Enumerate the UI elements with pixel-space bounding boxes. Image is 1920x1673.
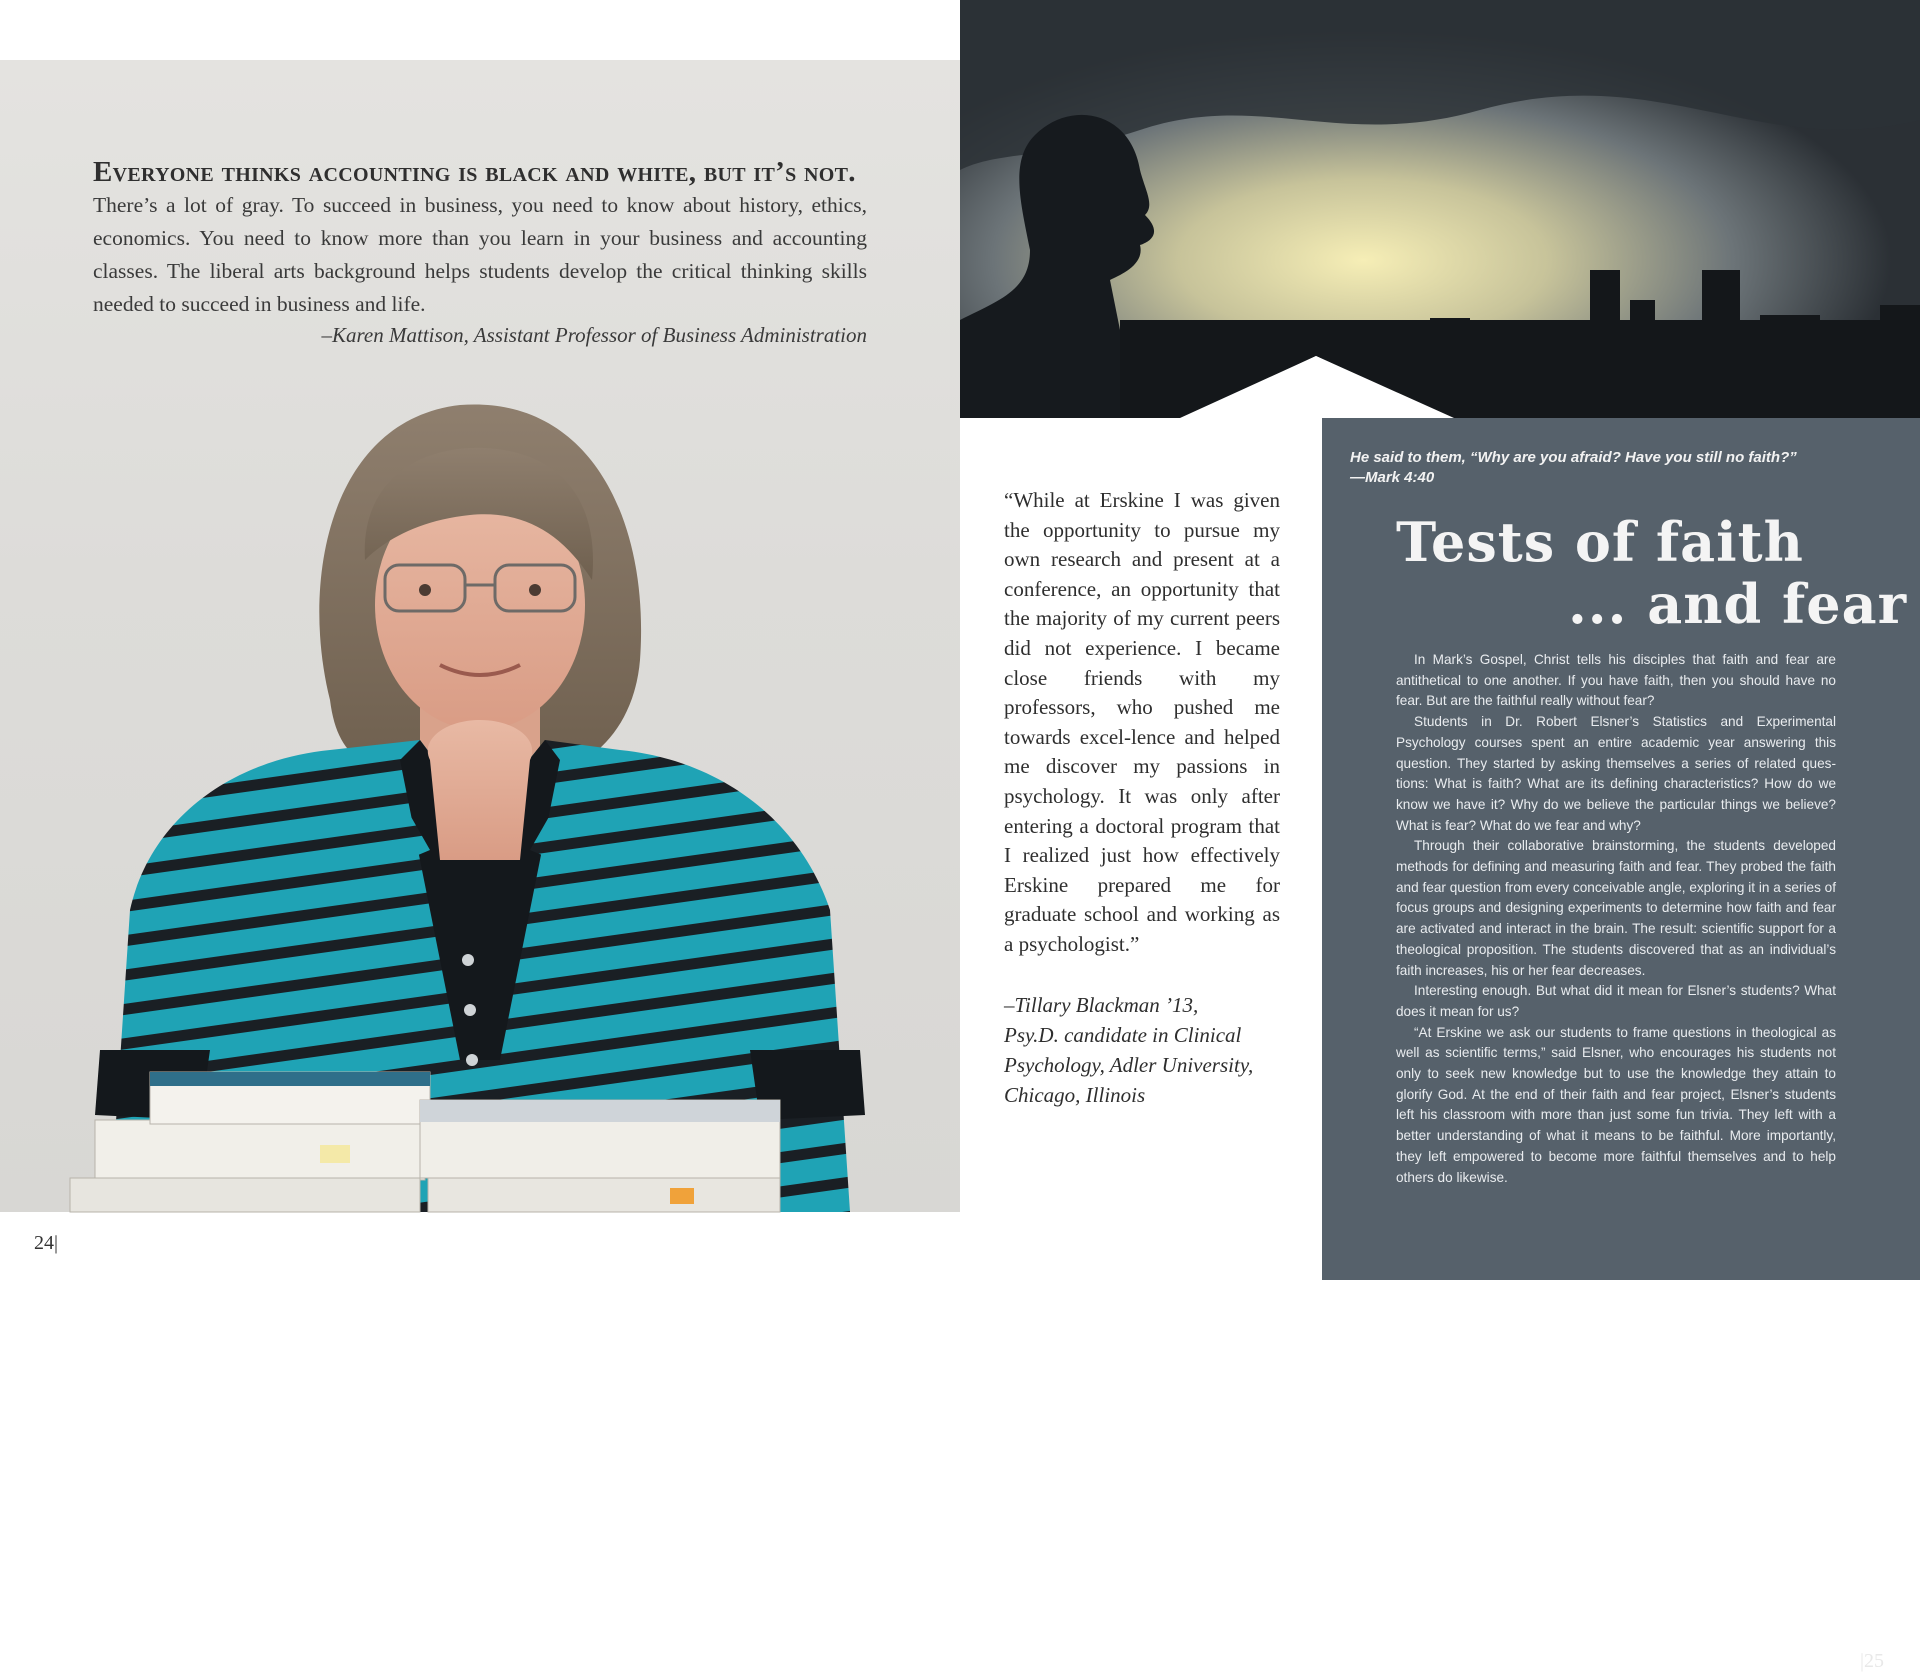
article-title-line-1: Tests of faith: [1396, 510, 1804, 574]
article-paragraph: Through their collaborative brainstorming, the students developed methods for defining and measuring faith and fear. They probed the faith and fear question from every conceivable angle, exploring it in a series of focus groups and designing experiments to determine how faith and fear are activated and interact in the brain. The result: scientific support for a theological proposition. The students discovered that as an individual’s faith increases, his or her fear decreases.: [1396, 838, 1836, 978]
article-title-line-2: ... and fear: [1568, 572, 1908, 636]
article-paragraph: Interesting enough. But what did it mean for Elsner’s students? What does it mean for us?: [1396, 983, 1836, 1019]
article-panel: [1322, 418, 1920, 1672]
alumni-attribution-line: –Tillary Blackman ’13,: [1004, 992, 1199, 1017]
alumni-quote: [1004, 486, 1280, 1110]
quote-attribution: –Karen Mattison, Assistant Professor of Business Administration: [321, 323, 867, 347]
alumni-attribution: [1004, 990, 1280, 1110]
article-paragraph: Students in Dr. Robert Elsner’s Statistics and Experimental Psychology courses spent an entire academic year answering this question. They started by asking themselves a series of related ques-tions: What is faith? What are its defining characteristics? How do we know we have it? Why do we believe the particular things we believe? What is fear? What do we fear and why?: [1396, 714, 1836, 833]
quote-heading: Everyone thinks accounting is black and white, but it’s not.: [93, 156, 856, 188]
portrait-photo: [0, 60, 960, 1212]
article-paragraph: “At Erskine we ask our students to frame questions in theological as well as scientific terms,” said Elsner, who encourages his students not only to seek new knowledge but to use the knowledge they attain to glorify God. At the end of their faith and fear project, Elsner’s students left his classroom with more than just some fun trivia. They left with a better understanding of what it means to be faithful. More importantly, they left empowered to become more faithful themselves and to help others do likewise.: [1396, 1024, 1836, 1185]
article-paragraph: In Mark’s Gospel, Christ tells his disciples that faith and fear are antithetical to one another. If you have faith, then you should have no fear. But are the faithful really without fear?: [1396, 652, 1836, 709]
article-body: [1396, 650, 1836, 1188]
scripture-epigraph: [1350, 448, 1890, 488]
skyline-illustration: [960, 0, 1920, 420]
alumni-attribution-line: Psy.D. candidate in Clinical: [1004, 1022, 1242, 1047]
epigraph-quote: He said to them, “Why are you afraid? Have you still no faith?”: [1350, 449, 1797, 466]
page-number-right: |25: [1859, 1650, 1884, 1672]
skyline-silhouette-photo: [960, 0, 1920, 420]
quote-body: There’s a lot of gray. To succeed in business, you need to know about history, ethics, economics. You need to know more than you learn in your business and accounting classes. The liberal arts background helps students develop the critical thinking skills needed to succeed in business and life.: [93, 193, 867, 316]
accounting-quote: [93, 155, 867, 348]
alumni-quote-text: “While at Erskine I was given the opportunity to pursue my own research and present at a conference, an opportunity that the majority of my current peers did not experience. I became close friends with my professors, who pushed me towards excel-lence and helped me discover my passions in psychology. It was only after entering a doctoral program that I realized just how effectively Erskine prepared me for graduate school and working as a psychologist.”: [1004, 488, 1280, 956]
epigraph-reference: —Mark 4:40: [1350, 469, 1435, 486]
alumni-attribution-line: Psychology, Adler University,: [1004, 1052, 1254, 1077]
alumni-attribution-line: Chicago, Illinois: [1004, 1082, 1146, 1107]
page-number-left: 24|: [34, 1232, 59, 1254]
